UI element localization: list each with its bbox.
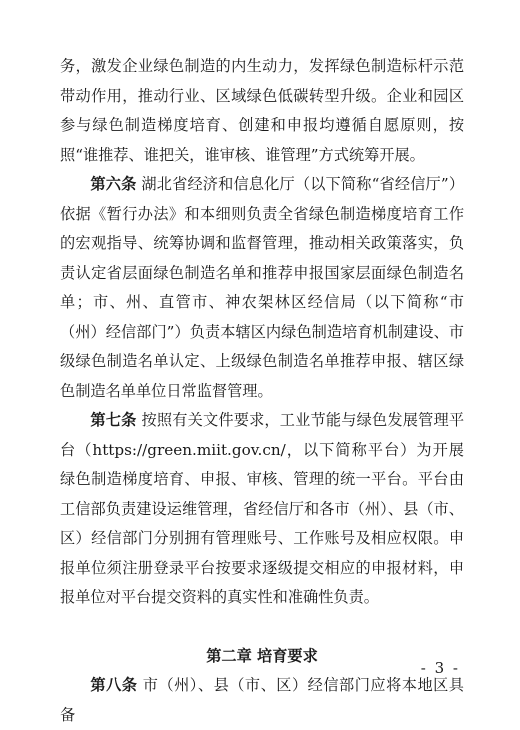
paragraph-continued — [60, 52, 464, 170]
article-6 — [60, 170, 464, 406]
article-text: 湖北省经济和信息化厅（以下简称“省经信厅”）依据《暂行办法》和本细则负责全省绿色制造梯度培育工作的宏观指导、统筹协调和监督管理，推动相关政策落实，负责认定省层面绿色制造名单和推荐申报国家层面绿色制造名单；市、州、直管市、神农架林区经信局（以下简称“市（州）经信部门”）负责本辖区内绿色制造培育机制建设、市级绿色制造名单认定、上级绿色制造名单推荐申报、辖区绿色制造名单单位日常监督管理。 — [60, 175, 465, 400]
article-7 — [60, 406, 464, 613]
article-label: 第六条 — [90, 175, 137, 193]
paragraph-text: 务，激发企业绿色制造的内生动力，发挥绿色制造标杆示范带动作用，推动行业、区域绿色低碳转型升级。企业和园区参与绿色制造梯度培育、创建和申报均遵循自愿原则，按照“谁推荐、谁把关，谁审核、谁管理”方式统筹开展。 — [60, 57, 464, 164]
article-label: 第七条 — [90, 411, 137, 429]
chapter-title: 第二章 培育要求 — [206, 646, 318, 665]
article-text: 按照有关文件要求，工业节能与绿色发展管理平台（https://green.miit.gov.cn/，以下简称平台）为开展绿色制造梯度培育、申报、审核、管理的统一平台。平台由工信部负责建设运维管理，省经信厅和各市（州）、县（市、区）经信部门分别拥有管理账号、工作账号及相应权限。申报单位须注册登录平台按要求逐级提交相应的申报材料，申报单位对平台提交资料的真实性和准确性负责。 — [60, 411, 465, 606]
page-number: - 3 - — [420, 659, 460, 677]
article-label: 第八条 — [90, 676, 138, 694]
article-text: 市（州）、县（市、区）经信部门应将本地区具备 — [60, 676, 464, 724]
article-8 — [60, 671, 464, 730]
document-body — [60, 52, 464, 730]
